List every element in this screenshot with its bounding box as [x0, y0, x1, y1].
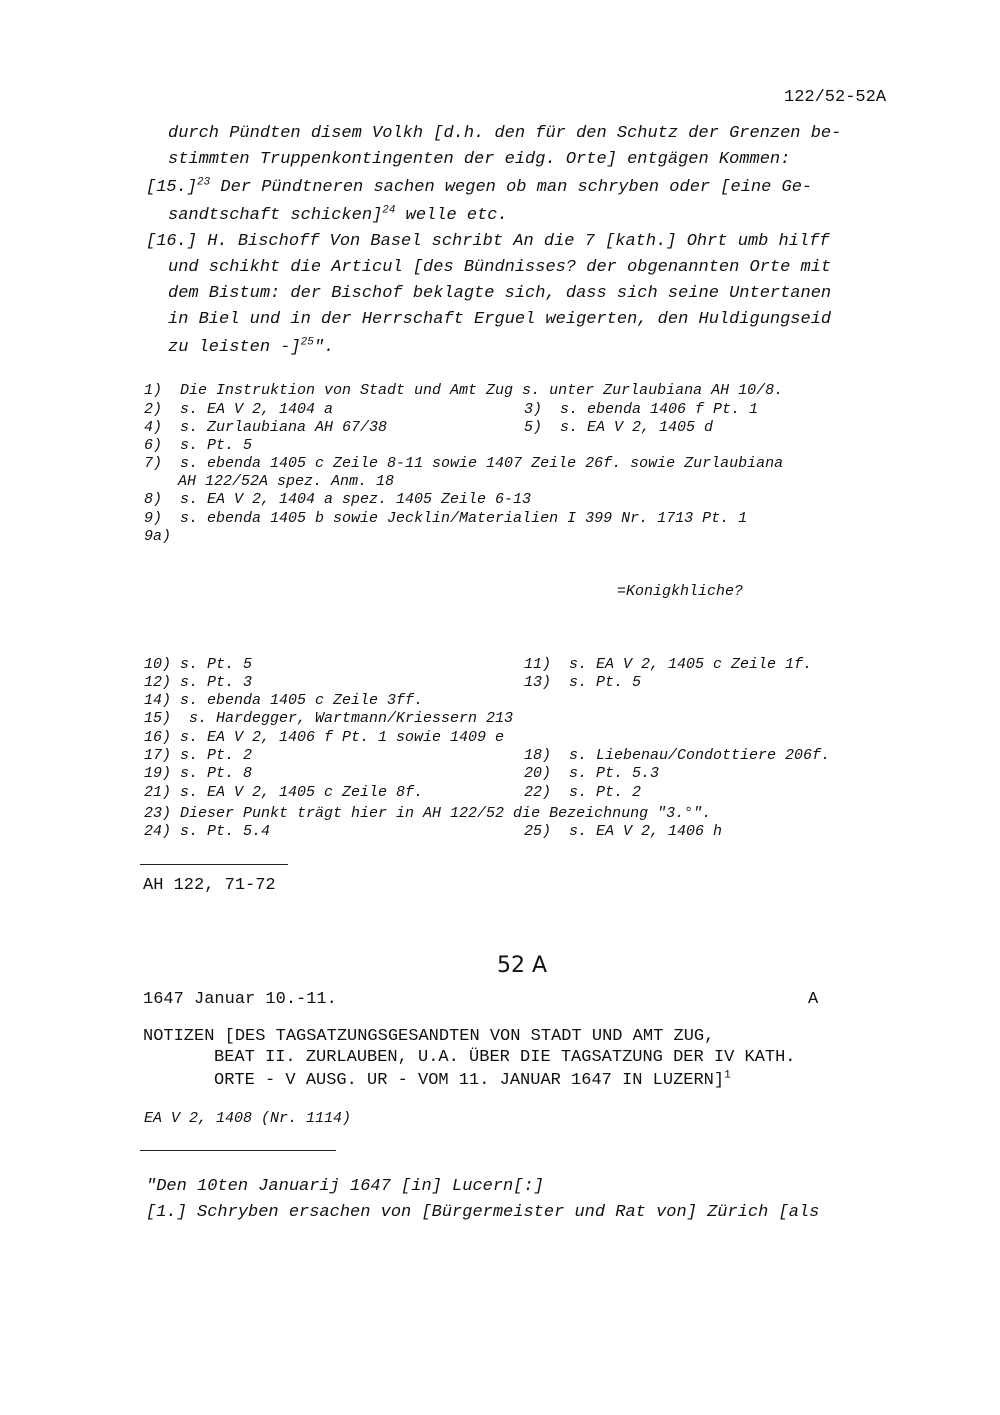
footnote-9a: 9a)	[144, 528, 172, 545]
title-footnote-ref: 1	[724, 1069, 731, 1082]
section-number: 52 A	[497, 953, 548, 978]
section-text-line-1: "Den 10ten Januarij 1647 [in] Lucern[:]	[146, 1177, 544, 1196]
footnote-5: 5) s. EA V 2, 1405 d	[524, 419, 714, 436]
paragraph-15-text: Der Pündtneren sachen wegen ob man schryben oder [eine Ge-	[210, 178, 813, 197]
footnote-11: 11) s. EA V 2, 1405 c Zeile 1f.	[524, 656, 813, 673]
footnote-divider	[140, 864, 288, 865]
footnote-18: 18) s. Liebenau/Condottiere 206f.	[524, 747, 831, 764]
footnote-8: 8) s. EA V 2, 1404 a spez. 1405 Zeile 6-13	[144, 491, 532, 508]
page-number: 122/52-52A	[784, 88, 887, 107]
section-letter: A	[808, 990, 819, 1009]
section-divider	[140, 1150, 336, 1151]
footnote-6: 6) s. Pt. 5	[144, 437, 253, 454]
paragraph-16-line-1: [16.] H. Bischoff Von Basel schribt An die 7 [kath.] Ohrt umb hilff	[146, 232, 830, 251]
footnote-21: 21) s. EA V 2, 1405 c Zeile 8f.	[144, 784, 424, 801]
footnote-12: 12) s. Pt. 3	[144, 674, 253, 691]
paragraph-15-text-2b: welle etc.	[395, 206, 508, 225]
section-title-line-3-text: ORTE - V AUSG. UR - VOM 11. JANUAR 1647 IN LUZERN]	[214, 1071, 725, 1090]
footnote-ref-23: 23	[197, 176, 211, 189]
section-title-line-1: NOTIZEN [DES TAGSATZUNGSGESANDTEN VON STADT UND AMT ZUG,	[143, 1027, 715, 1046]
footnote-13: 13) s. Pt. 5	[524, 674, 642, 691]
footnote-22: 22) s. Pt. 2	[524, 784, 642, 801]
footnote-20: 20) s. Pt. 5.3	[524, 765, 660, 782]
footnote-19: 19) s. Pt. 8	[144, 765, 253, 782]
footnote-24: 24) s. Pt. 5.4	[144, 823, 271, 840]
footnote-4: 4) s. Zurlaubiana AH 67/38	[144, 419, 388, 436]
footnote-7-continued: AH 122/52A spez. Anm. 18	[178, 473, 395, 490]
paragraph-16-text-5a: zu leisten -]	[168, 338, 301, 357]
paragraph-16-line-4: in Biel und in der Herrschaft Erguel weigerten, den Huldigungseid	[168, 310, 832, 329]
intro-line-1: durch Pündten disem Volkh [d.h. den für den Schutz der Grenzen be-	[168, 124, 842, 143]
footnote-23: 23) Dieser Punkt trägt hier in AH 122/52 die Bezeichnung "3.°".	[144, 805, 712, 822]
footnote-2: 2) s. EA V 2, 1404 a	[144, 401, 334, 418]
ea-reference: EA V 2, 1408 (Nr. 1114)	[144, 1110, 352, 1127]
footnote-10: 10) s. Pt. 5	[144, 656, 253, 673]
section-title-line-2: BEAT II. ZURLAUBEN, U.A. ÜBER DIE TAGSATZUNG DER IV KATH.	[214, 1048, 796, 1067]
footnote-16: 16) s. EA V 2, 1406 f Pt. 1 sowie 1409 e	[144, 729, 505, 746]
section-title-line-3	[214, 1071, 731, 1090]
paragraph-15-line-2	[168, 206, 508, 225]
section-text-line-2: [1.] Schryben ersachen von [Bürgermeister und Rat von] Zürich [als	[146, 1203, 820, 1222]
paragraph-16-line-2: und schikht die Articul [des Bündnisses? der obgenannten Orte mit	[168, 258, 832, 277]
footnote-9: 9) s. ebenda 1405 b sowie Jecklin/Materialien I 399 Nr. 1713 Pt. 1	[144, 510, 748, 527]
intro-line-2: stimmten Truppenkontingenten der eidg. Orte] entgägen Kommen:	[168, 150, 791, 169]
paragraph-16-text-5b: ".	[313, 338, 335, 357]
footnote-ref-25: 25	[300, 336, 314, 349]
footnote-25: 25) s. EA V 2, 1406 h	[524, 823, 723, 840]
paragraph-16-line-5	[168, 338, 334, 357]
footnote-7: 7) s. ebenda 1405 c Zeile 8-11 sowie 1407 Zeile 26f. sowie Zurlaubiana	[144, 455, 784, 472]
footnote-3: 3) s. ebenda 1406 f Pt. 1	[524, 401, 759, 418]
paragraph-15-text-2a: sandtschaft schicken]	[168, 206, 383, 225]
source-reference: AH 122, 71-72	[143, 876, 276, 895]
footnote-17: 17) s. Pt. 2	[144, 747, 253, 764]
paragraph-16-line-3: dem Bistum: der Bischof beklagte sich, dass sich seine Untertanen	[168, 284, 832, 303]
footnote-ref-24: 24	[382, 204, 396, 217]
paragraph-15-number: [15.]	[146, 178, 198, 197]
footnote-1: 1) Die Instruktion von Stadt und Amt Zug s. unter Zurlaubiana AH 10/8.	[144, 382, 784, 399]
footnote-15: 15) s. Hardegger, Wartmann/Kriessern 213	[144, 710, 514, 727]
paragraph-15-line-1	[146, 178, 812, 197]
footnote-9a-note: =Konigkhliche?	[617, 583, 744, 600]
section-date: 1647 Januar 10.-11.	[143, 990, 337, 1009]
footnote-14: 14) s. ebenda 1405 c Zeile 3ff.	[144, 692, 424, 709]
